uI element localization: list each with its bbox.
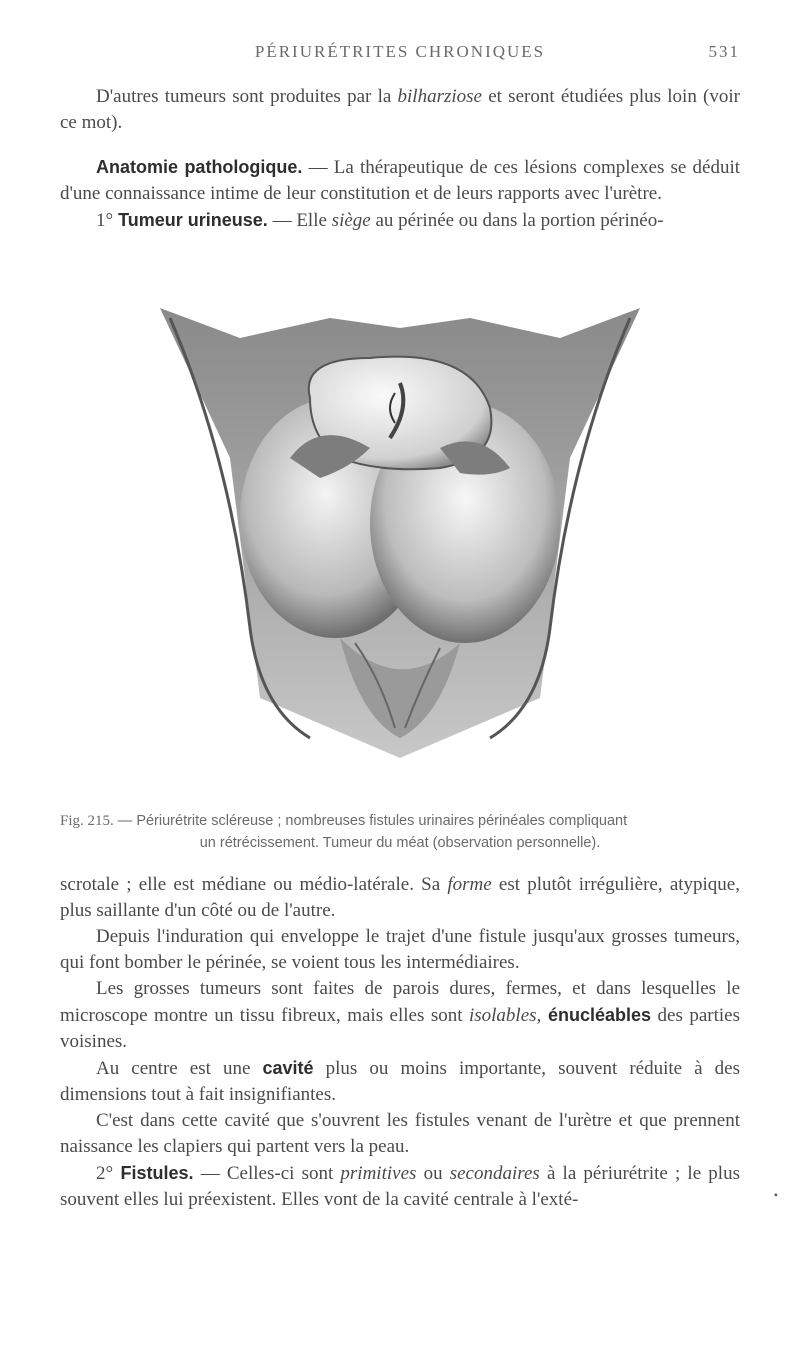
heading-tumeur-urineuse: Tumeur urineuse.	[113, 210, 268, 230]
heading-fistules: Fistules.	[113, 1163, 194, 1183]
paragraph-fistules: 2° Fistules. — Celles-ci sont primitives ou secondaires à la périurétrite ; le plus souvent elles lui préexistent. Elles vont de la cavité centrale à l'exté-	[60, 1163, 740, 1210]
paragraph-fistules-cavite: C'est dans cette cavité que s'ouvrent les fistules venant de l'urètre et que prennent naissance les clapiers qui partent vers la peau.	[60, 1110, 740, 1157]
anatomical-engraving	[140, 298, 660, 768]
intro-text	[60, 84, 740, 234]
paragraph-bilharziose: D'autres tumeurs sont produites par la bilharziose et seront étudiées plus loin (voir ce mot).	[60, 86, 740, 133]
paragraph-tumeur-urineuse: 1° Tumeur urineuse. — Elle siège au périnée ou dans la portion périnéo-	[96, 210, 664, 231]
running-head	[60, 42, 740, 66]
figure-caption: Fig. 215. — Périurétrite scléreuse ; nombreuses fistules urinaires périnéales compliquant un rétrécissement. Tumeur du méat (observation personnelle).	[60, 810, 740, 854]
paragraph-anatomie: Anatomie pathologique. — La thérapeutique de ces lésions complexes se déduit d'une connaissance intime de leur constitution et de leurs rapports avec l'urètre.	[60, 157, 741, 204]
figure-illustration	[140, 298, 660, 768]
term-bilharziose: bilharziose	[397, 86, 482, 107]
heading-anatomie: Anatomie pathologique.	[96, 157, 303, 177]
body-text	[60, 872, 740, 1213]
paragraph-cavite: Au centre est une cavité plus ou moins importante, souvent réduite à des dimensions tout à fait insignifiantes.	[60, 1058, 740, 1105]
running-head-title: PÉRIURÉTRITES CHRONIQUES	[254, 42, 546, 61]
paragraph-forme: scrotale ; elle est médiane ou médio-latérale. Sa forme est plutôt irrégulière, atypique, plus saillante d'un côté ou de l'autre.	[60, 874, 740, 921]
margin-mark: •	[773, 1188, 778, 1202]
paragraph-grosses-tumeurs: Les grosses tumeurs sont faites de parois dures, fermes, et dans lesquelles le microscope montre un tissu fibreux, mais elles sont isolables, énucléables des parties voisines.	[60, 978, 740, 1052]
caption-line-2: un rétrécissement. Tumeur du méat (observation personnelle).	[199, 835, 601, 851]
figure-number: Fig. 215.	[60, 813, 114, 829]
paragraph-induration: Depuis l'induration qui enveloppe le trajet d'une fistule jusqu'aux grosses tumeurs, qui font bomber le périnée, se voient tous les intermédiaires.	[60, 926, 740, 973]
page-number: 531	[708, 42, 740, 61]
